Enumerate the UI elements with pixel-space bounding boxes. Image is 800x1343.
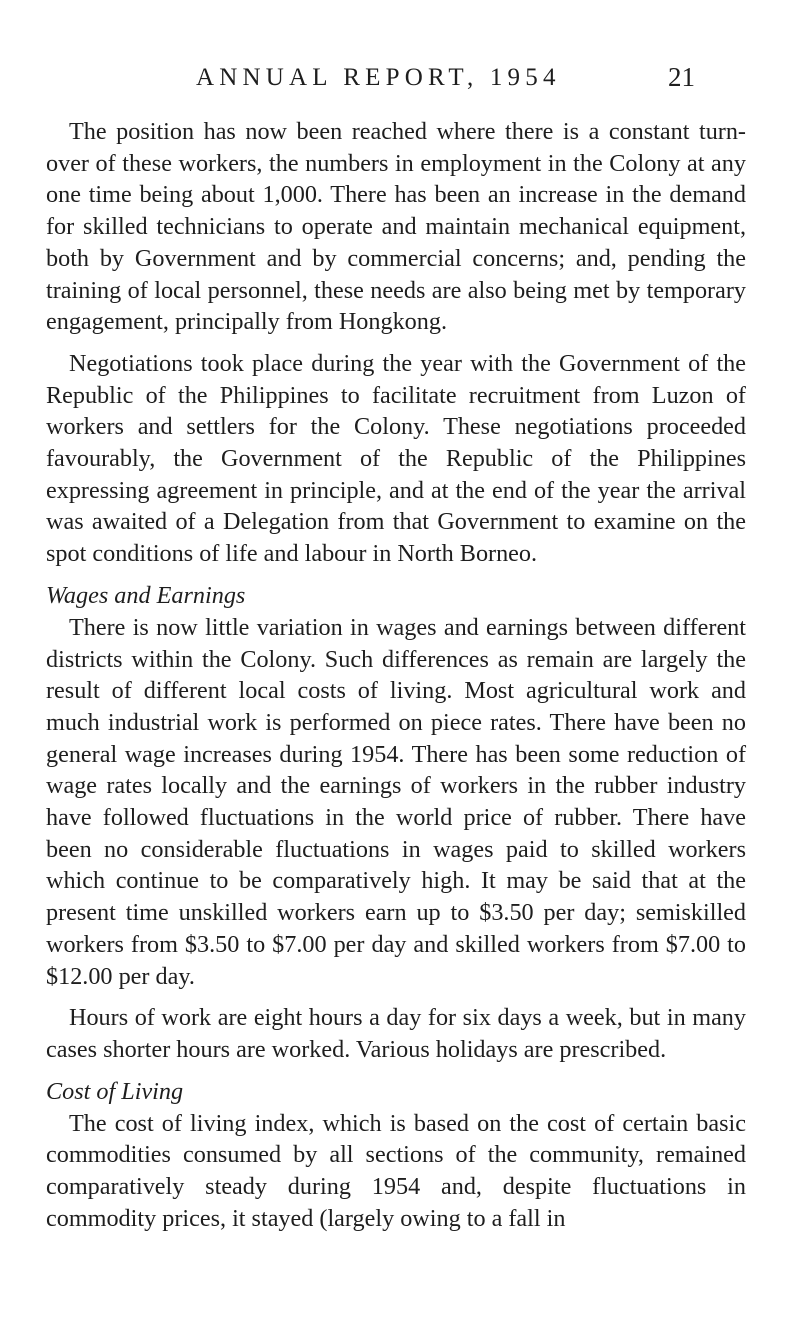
paragraph-cost-of-living: The cost of living index, which is based on the cost of certain basic commodities consumed by all sections of the community, remained comparatively steady during 1954 and, despite fluctuations in commodity prices, it stayed (largely owing to a fall in [46,1109,746,1232]
paragraph-wage-variation: There is now little variation in wages and earnings between different districts within the Colony. Such differences as remain are largely the result of different local costs of living. Most agricultural work and much industrial work is performed on piece rates. There have been no general wage increases during 1954. There has been some reduction of wage rates locally and the earnings of workers in the rubber industry have followed fluctuations in the world price of rubber. There have been no considerable fluctuations in wages paid to skilled workers which continue to be comparatively high. It may be said that at the present time unskilled workers earn up to $3.50 per day; semiskilled workers from $3.50 to $7.00 per day and skilled workers from $7.00 to $12.00 per day. [46,613,746,990]
paragraph-negotiations: Negotiations took place during the year with the Government of the Republic of the Philippines to facilitate recruitment from Luzon of workers and settlers for the Colony. These negotiations proceeded favourably, the Government of the Republic of the Philippines expressing agreement in principle, and at the end of the year the arrival was awaited of a Delegation from that Government to examine on the spot conditions of life and labour in North Borneo. [46,349,746,568]
section-heading-cost-of-living: Cost of Living [46,1077,184,1105]
running-head: ANNUAL REPORT, 1954 [196,64,561,91]
body-text [46,116,746,1245]
paragraph-constant-turnover: The position has now been reached where there is a constant turn-over of these workers, the numbers in employment in the Colony at any one time being about 1,000. There has been an increase in the demand for skilled technicians to operate and maintain mechanical equipment, both by Government and by commercial concerns; and, pending the training of local personnel, these needs are also being met by temporary engagement, principally from Hongkong. [46,118,746,336]
paragraph-hours-of-work: Hours of work are eight hours a day for six days a week, but in many cases shorter hours are worked. Various holidays are prescribed. [46,1004,746,1063]
page-number: 21 [668,62,695,92]
section-heading-wages: Wages and Earnings [46,581,246,609]
